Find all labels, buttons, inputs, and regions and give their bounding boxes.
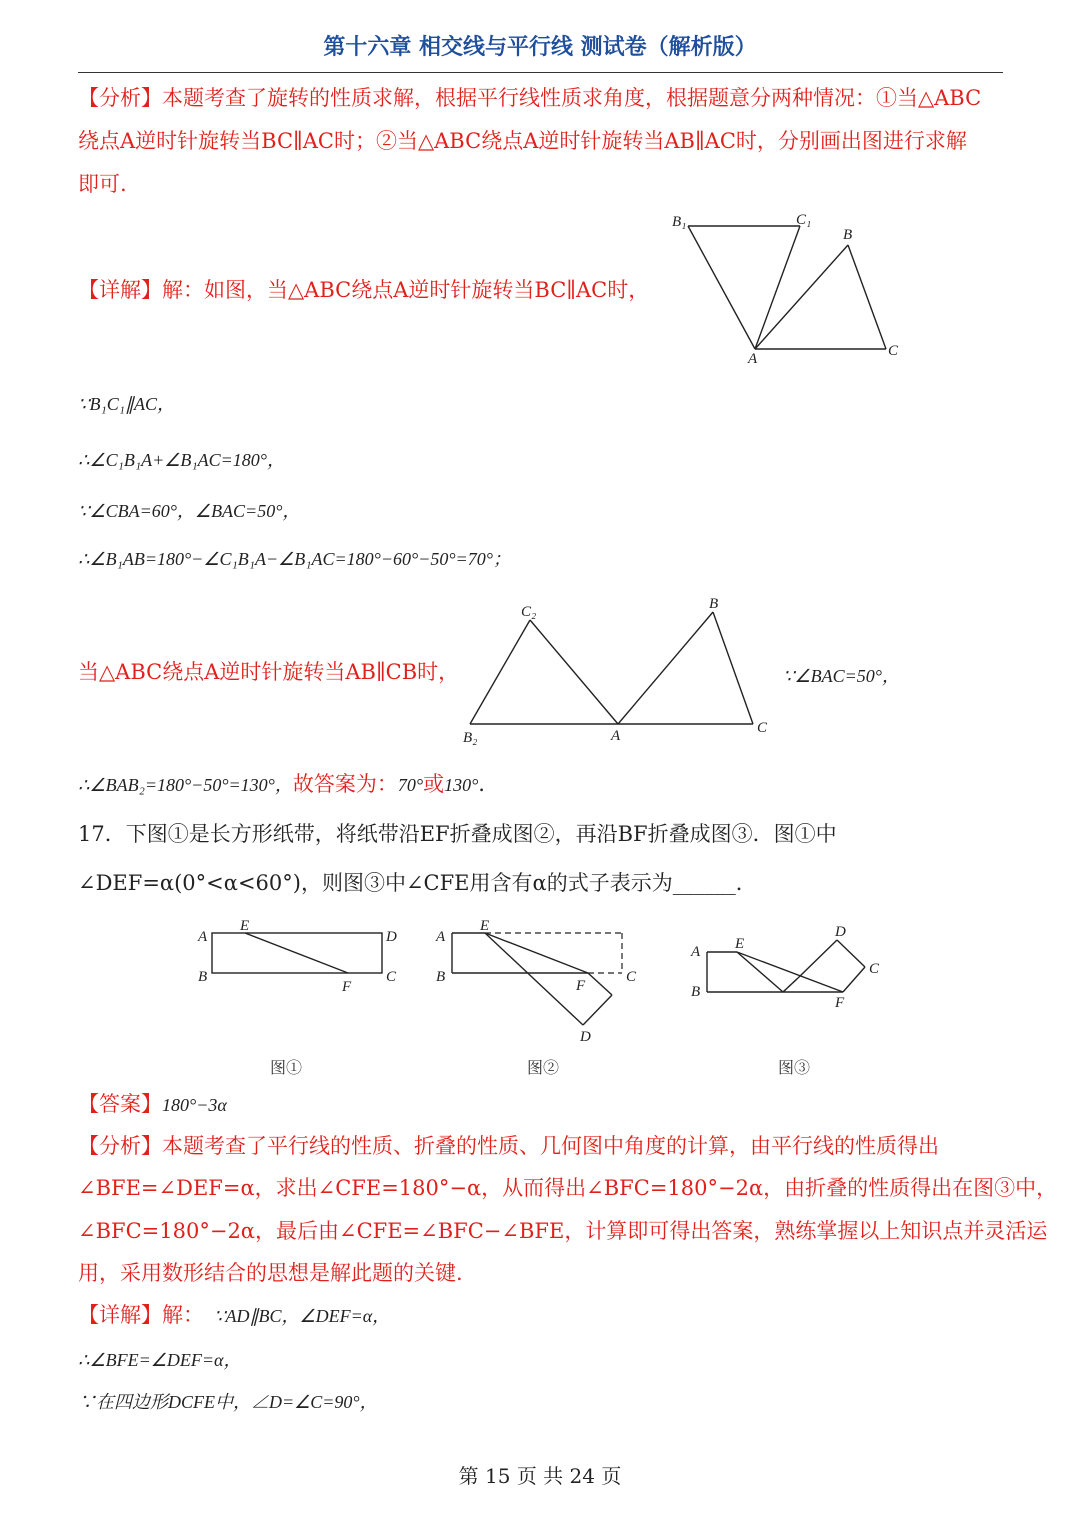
fig2-label-c2: C₂ (521, 604, 537, 620)
fold3-label-a: A (691, 944, 701, 960)
fold2-caption: 图② (527, 1058, 560, 1077)
fold1-label-b: B (198, 969, 208, 985)
fold1-label-f: F (342, 979, 352, 995)
fig2-label-a: A (611, 728, 621, 744)
detail2-intro-math: ∵AD∥BC，∠DEF=α， (214, 1306, 391, 1326)
fold2-label-a: A (436, 929, 446, 945)
figure-fold-3 (685, 920, 900, 1015)
fold3-caption: 图③ (778, 1058, 811, 1077)
detail1-step3: ∵∠CBA=60°，∠BAC=50°， (78, 501, 301, 521)
analysis1-line2: 绕点A逆时针旋转当BC∥AC时；②当△ABC绕点A逆时针旋转当AB∥AC时，分别画出图进行求解 (78, 129, 967, 153)
detail1-case2-given: ∵∠BAC=50°， (783, 666, 900, 686)
header-rule (78, 72, 1003, 73)
fold3-label-b: B (691, 984, 701, 1000)
fold1-caption: 图① (270, 1058, 303, 1077)
detail1-step1: ∵B₁C₁∥AC， (78, 394, 175, 414)
page-header-title: 第十六章 相交线与平行线 测试卷（解析版） (323, 35, 757, 60)
fig2-label-b2: B₂ (463, 730, 478, 746)
fold3-label-f: F (835, 995, 845, 1011)
fold1-label-d: D (386, 929, 397, 945)
fold2-label-b: B (436, 969, 446, 985)
q17-line2: ∠DEF=α(0°<α<60°)，则图③中∠CFE用含有α的式子表示为______． (78, 871, 757, 895)
conclusion-text: 故答案为： (292, 772, 398, 796)
fold1-label-a: A (198, 929, 208, 945)
detail2-step1: ∴∠BFE=∠DEF=α， (78, 1350, 242, 1370)
answer17 (78, 1090, 227, 1118)
analysis1-line1: 【分析】本题考查了旋转的性质求解，根据平行线性质求角度，根据题意分两种情况：①当△ABC (78, 86, 982, 110)
detail1-step4: ∴∠B₁AB=180°−∠C₁B₁A−∠B₁AC=180°−60°−50°=70°； (78, 549, 511, 569)
detail1-step2: ∴∠C₁B₁A+∠B₁AC=180°， (78, 450, 285, 470)
fig1-label-c1: C₁ (796, 212, 812, 228)
analysis2-line3: ∠BFC=180°−2α，最后由∠CFE=∠BFC−∠BFE，计算即可得出答案，熟练掌握以上知识点并灵活运 (78, 1219, 1048, 1243)
analysis2-line1: 【分析】本题考查了平行线的性质、折叠的性质、几何图中角度的计算，由平行线的性质得出 (78, 1134, 939, 1158)
fig2-label-b: B (709, 596, 719, 612)
figure-fold-2 (430, 915, 655, 1045)
fold3-label-d: D (835, 924, 846, 940)
answer-or: 或 (423, 772, 445, 796)
fold2-label-e: E (480, 918, 490, 934)
detail1-conclusion (78, 770, 485, 798)
answer-end: . (478, 772, 485, 796)
detail1-case2: 当△ABC绕点A逆时针旋转当AB∥CB时， (78, 660, 460, 684)
page-footer: 第 15 页 共 24 页 (458, 1464, 622, 1488)
figure-rotation-2 (455, 590, 785, 750)
q17-line1: 17．下图①是长方形纸带，将纸带沿EF折叠成图②，再沿BF折叠成图③．图①中 (78, 822, 837, 846)
answer17-value: 180°−3α (162, 1095, 227, 1115)
fold1-label-c: C (386, 969, 397, 985)
fig2-label-c: C (757, 720, 768, 736)
analysis2-line4: 用，采用数形结合的思想是解此题的关键. (78, 1261, 463, 1285)
fold2-label-d: D (580, 1029, 591, 1045)
answer-b: 130° (444, 775, 479, 795)
fold3-label-e: E (735, 936, 745, 952)
fig1-label-b1: B₁ (672, 214, 687, 230)
detail1-intro: 【详解】解：如图，当△ABC绕点A逆时针旋转当BC∥AC时， (78, 278, 650, 302)
analysis1-line3: 即可. (78, 172, 127, 196)
fold2-label-c: C (626, 969, 637, 985)
fig1-label-a: A (748, 351, 758, 367)
fig1-label-b: B (843, 227, 853, 243)
fig1-label-c: C (888, 343, 899, 359)
analysis2-line2: ∠BFE=∠DEF=α，求出∠CFE=180°−α，从而得出∠BFC=180°−2α，由折叠的性质得出在图③中， (78, 1176, 1058, 1200)
detail2-intro (78, 1301, 390, 1329)
detail2-step2: ∵在四边形DCFE中，∠D=∠C=90°， (78, 1392, 378, 1412)
answer17-label: 【答案】 (78, 1092, 162, 1116)
figure-rotation-1 (660, 205, 910, 370)
conclusion-math: ∴∠BAB₂=180°−50°=130°， (78, 775, 293, 795)
figure-fold-1 (190, 915, 410, 1000)
fold2-label-f: F (576, 978, 586, 994)
answer-a: 70° (397, 775, 424, 795)
detail2-intro-label: 【详解】解： (78, 1303, 204, 1327)
fold1-label-e: E (240, 918, 250, 934)
fold3-label-c: C (869, 961, 880, 977)
